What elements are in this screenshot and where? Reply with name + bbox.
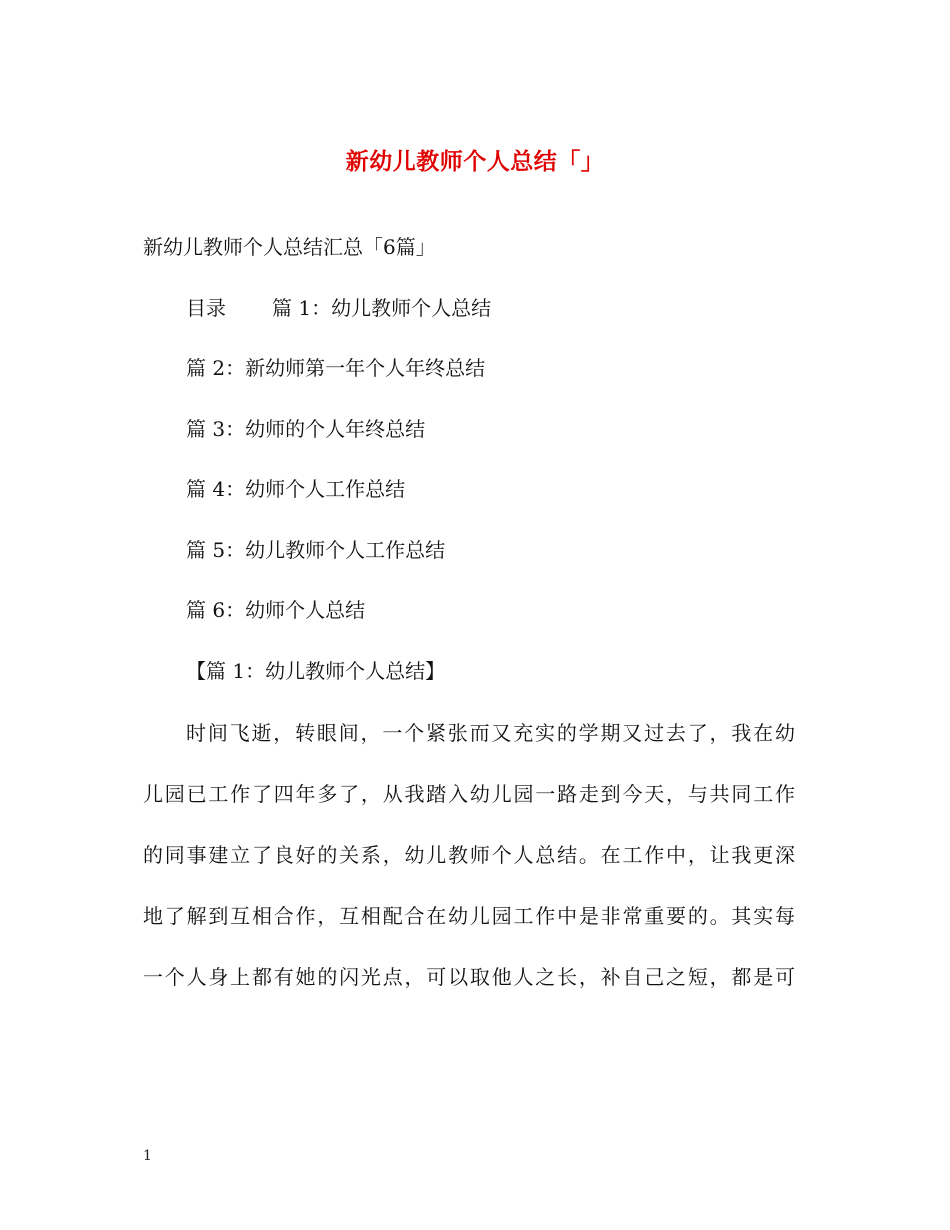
toc-item: 篇 2：新幼师第一年个人年终总结	[186, 356, 486, 380]
document-title: 新幼儿教师个人总结「」	[345, 148, 605, 175]
toc-item: 篇 5：幼儿教师个人工作总结	[186, 538, 446, 562]
page-number: 1	[143, 1148, 152, 1164]
toc-item: 篇 3：幼师的个人年终总结	[186, 417, 426, 441]
toc-item: 篇 1：幼儿教师个人总结	[272, 296, 492, 320]
toc-item: 篇 4：幼师个人工作总结	[186, 477, 406, 501]
body-line: 时间飞逝，转眼间，一个紧张而又充实的学期又过去了，我在幼	[186, 721, 795, 745]
body-line: 儿园已工作了四年多了，从我踏入幼儿园一路走到今天，与共同工作	[143, 782, 795, 806]
body-line: 的同事建立了良好的关系，幼儿教师个人总结。在工作中，让我更深	[143, 843, 795, 867]
document-subtitle: 新幼儿教师个人总结汇总「6篇」	[143, 235, 436, 259]
toc-label: 目录	[186, 296, 226, 320]
body-line: 地了解到互相合作，互相配合在幼儿园工作中是非常重要的。其实每	[143, 904, 795, 928]
section-heading: 【篇 1：幼儿教师个人总结】	[186, 659, 446, 683]
toc-item: 篇 6：幼师个人总结	[186, 598, 366, 622]
body-line: 一个人身上都有她的闪光点，可以取他人之长，补自己之短，都是可	[143, 965, 795, 989]
